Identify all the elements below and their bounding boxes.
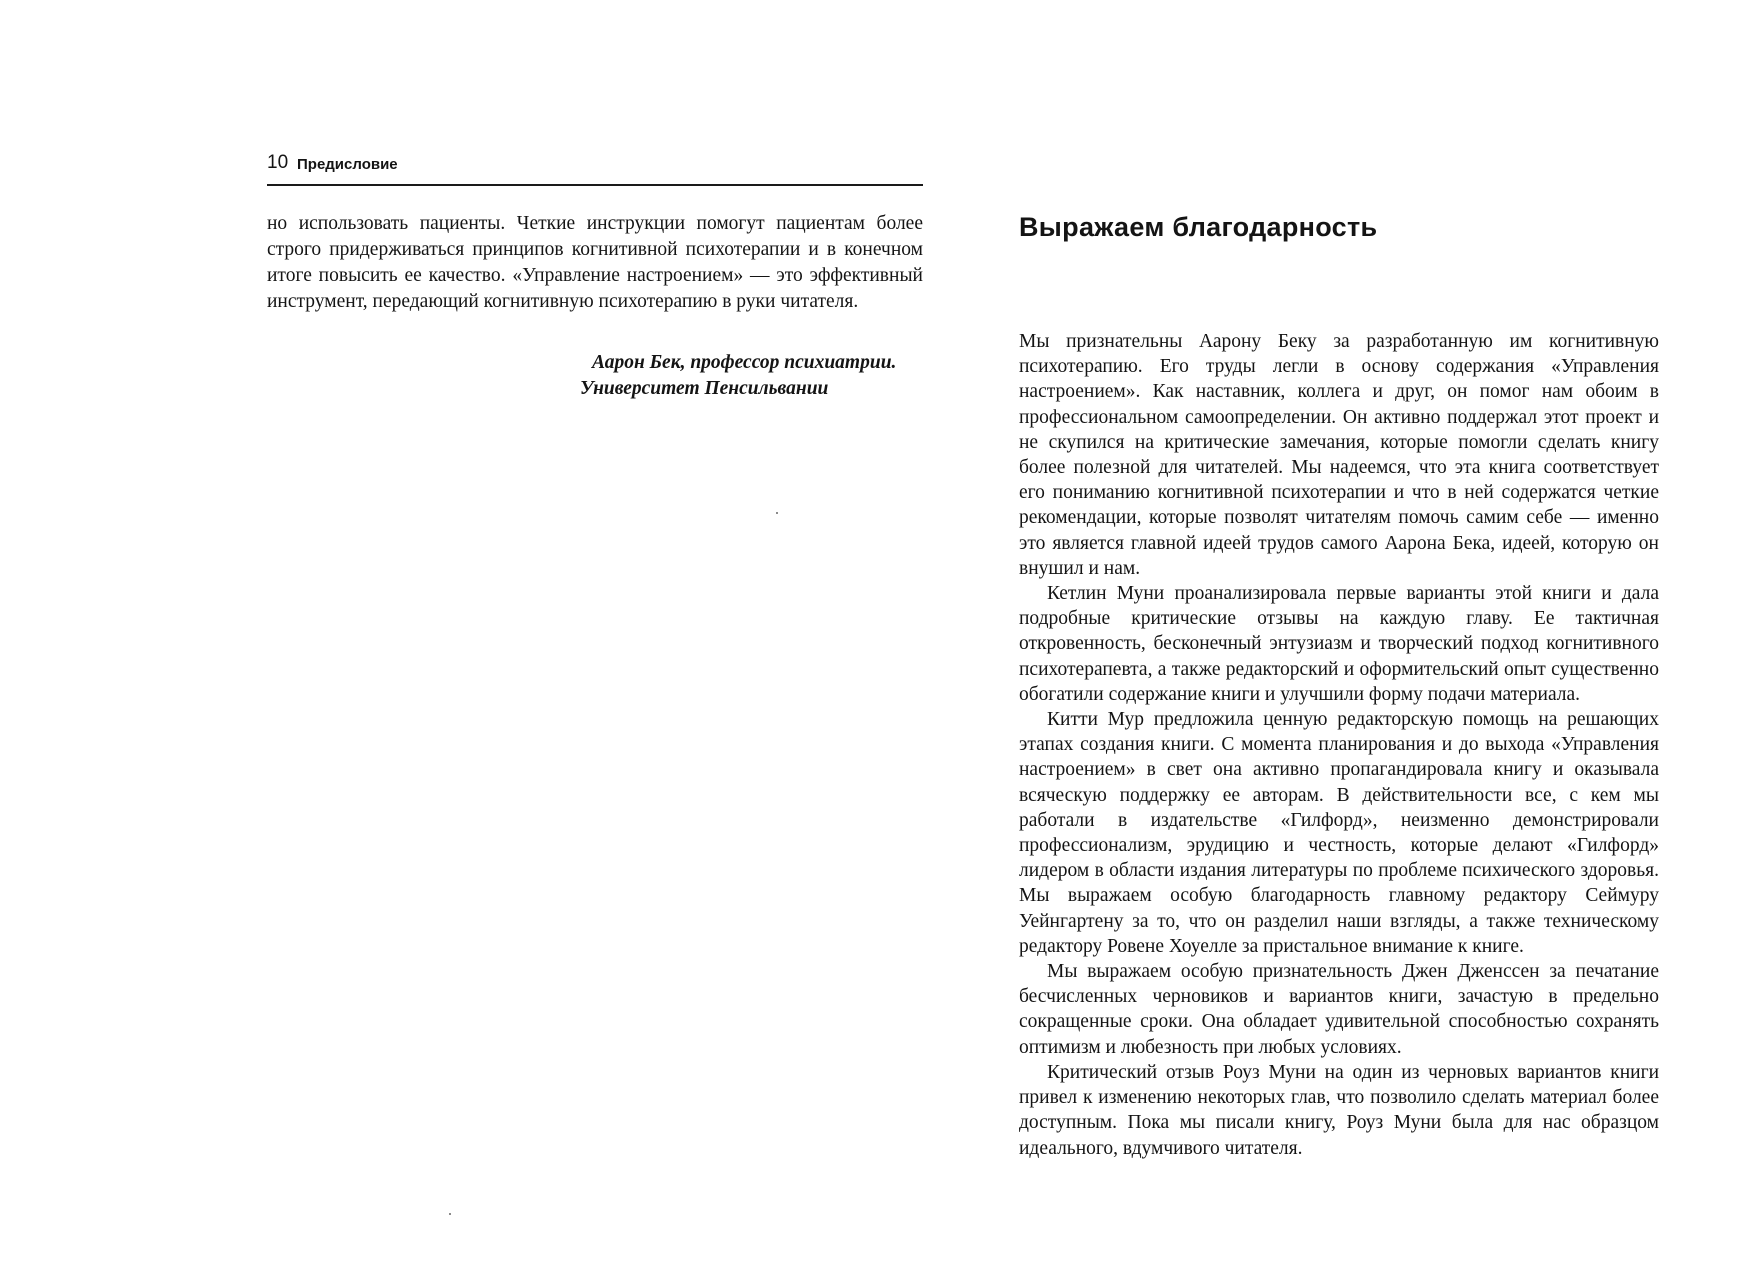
foreword-paragraph: но использовать пациенты. Четкие инструкции помогут пациентам более строго придерживаться принципов когнитивной психотерапии и в конечном итоге повысить ее качество. «Управление настроением» — это эффективный инструмент, передающий когнитивную психотерапию в руки читателя. <box>267 213 923 312</box>
paragraph-5: Критический отзыв Роуз Муни на один из черновых вариантов книги привел к изменению некоторых глав, что позволило сделать материал более доступным. Пока мы писали книгу, Роуз Муни была для нас образцом идеального, вдумчивого читателя. <box>1019 1061 1659 1159</box>
paragraph-2: Кетлин Муни проанализировала первые варианты этой книги и дала подробные критические отзывы на каждую главу. Ее тактичная откровенность, бесконечный энтузиазм и творческий подход когнитивного психотерапевта, а также редакторский и оформительский опыт существенно обогатили содержание книги и улучшили форму подачи материала. <box>1019 583 1659 705</box>
running-head <box>267 150 923 186</box>
page-number: 10 <box>267 152 289 173</box>
acknowledgements-text <box>1019 329 1659 1161</box>
scan-speck <box>449 1213 451 1215</box>
chapter-title: Выражаем благодарность <box>1019 212 1378 242</box>
paragraph-1: Мы признательны Аарону Беку за разработанную им когнитивную психотерапию. Его труды легли в основу содержания «Управления настроением». Как наставник, коллега и друг, он помог нам обоим в профессиональном самоопределении. Он активно поддержал этот проект и не скупился на критические замечания, которые помогли сделать книгу более полезной для читателей. Мы надеемся, что эта книга соответствует его пониманию когнитивной психотерапии и что в ней содержатся четкие рекомендации, которые позволят читателям помочь самим себе — именно это является главной идеей трудов самого Аарона Бека, идеей, которую он внушил и нам. <box>1019 331 1659 579</box>
running-title: Предисловие <box>297 156 398 173</box>
signature-author: Аарон Бек, профессор психиатрии. <box>592 352 897 373</box>
paragraph-3: Китти Мур предложила ценную редакторскую помощь на решающих этапах создания книги. С момента планирования и до выхода «Управления настроением» в свет она активно пропагандировала книгу и оказывала всяческую поддержку ее авторам. В действительности все, с кем мы работали в издательстве «Гилфорд», неизменно демонстрировали профессионализм, эрудицию и честность, которые делают «Гилфорд» лидером в области издания литературы по проблеме психического здоровья. Мы выражаем особую благодарность главному редактору Сеймуру Уейнгартену за то, что он разделил наши взгляды, а также техническому редактору Ровене Хоуелле за пристальное внимание к книге. <box>1019 709 1659 957</box>
paragraph-4: Мы выражаем особую признательность Джен Дженссен за печатание бесчисленных черновиков и вариантов книги, зачастую в предельно сокращенные сроки. Она обладает удивительной способностью сохранять оптимизм и любезность при любых условиях. <box>1019 961 1659 1058</box>
foreword-text <box>267 211 923 315</box>
scan-speck <box>776 512 778 514</box>
signature-affiliation: Университет Пенсильвании <box>580 378 829 399</box>
right-page <box>877 0 1754 1279</box>
